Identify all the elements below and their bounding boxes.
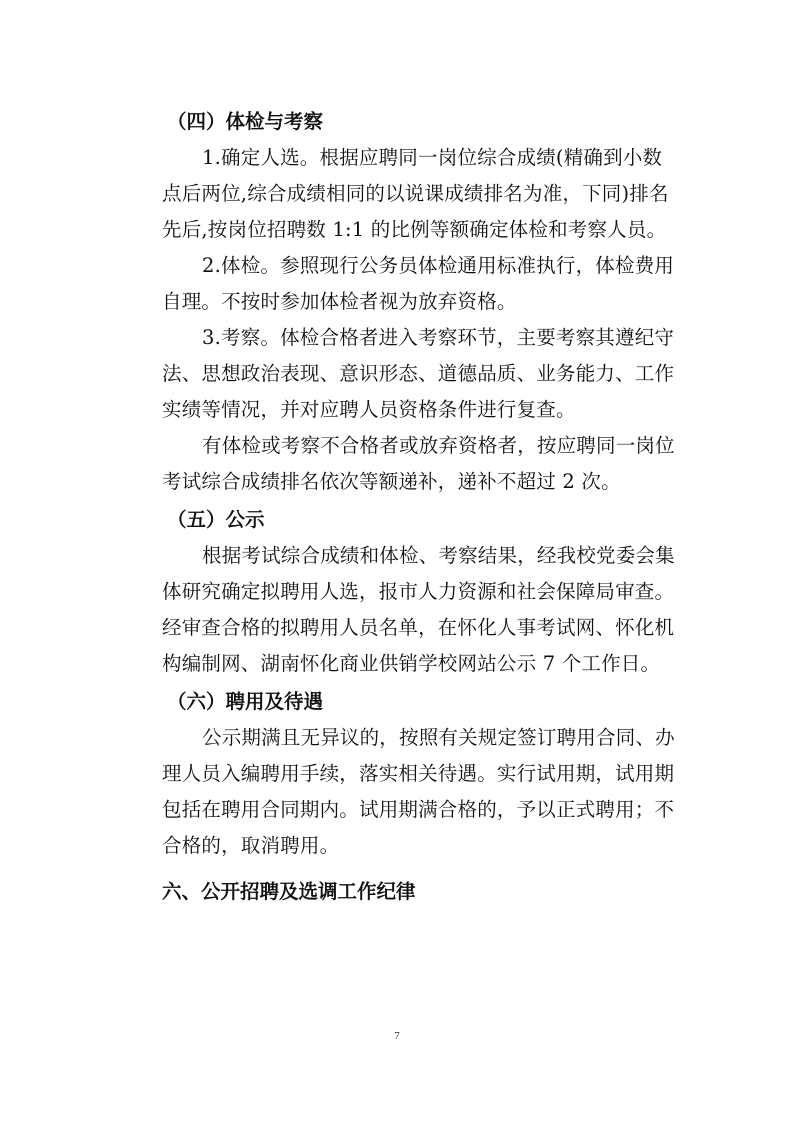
- text-line: 点后两位,综合成绩相同的以说课成绩排名为准，下同)排名: [162, 182, 669, 205]
- text-line: 理人员入编聘用手续，落实相关待遇。实行试用期，试用期: [162, 762, 675, 785]
- text-line: 2.体检。参照现行公务员体检通用标准执行，体检费用: [202, 254, 675, 277]
- text-line: 包括在聘用合同期内。试用期满合格的，予以正式聘用；不: [162, 798, 675, 821]
- text-line: 实绩等情况，并对应聘人员资格条件进行复查。: [162, 398, 576, 421]
- text-line: 法、思想政治表现、意识形态、道德品质、业务能力、工作: [162, 362, 675, 385]
- text-line: 公示期满且无异议的，按照有关规定签订聘用合同、办: [202, 726, 675, 749]
- text-line: 构编制网、湖南怀化商业供销学校网站公示 7 个工作日。: [162, 652, 661, 675]
- section-heading-employment: （六）聘用及待遇: [167, 690, 324, 713]
- chapter-heading-discipline: 六、公开招聘及选调工作纪律: [162, 880, 416, 903]
- paragraph-inspection: [122, 320, 674, 428]
- paragraph-employment: [122, 720, 674, 864]
- text-line: 1.确定人选。根据应聘同一岗位综合成绩(精确到小数: [202, 146, 663, 169]
- text-line: 有体检或考察不合格者或放弃资格者，按应聘同一岗位: [202, 434, 675, 457]
- text-line: 先后,按岗位招聘数 1:1 的比例等额确定体检和考察人员。: [162, 218, 667, 241]
- section-heading-publicity: （五）公示: [167, 508, 265, 531]
- text-line: 经审查合格的拟聘用人员名单，在怀化人事考试网、怀化机: [162, 616, 675, 639]
- text-line: 自理。不按时参加体检者视为放弃资格。: [162, 290, 517, 313]
- text-line: 合格的，取消聘用。: [162, 834, 340, 857]
- paragraph-publicity: [122, 538, 674, 682]
- text-line: 根据考试综合成绩和体检、考察结果，经我校党委会集: [202, 544, 675, 567]
- page-number: 7: [394, 1030, 400, 1042]
- page-content: [122, 104, 674, 910]
- paragraph-select-candidates: [122, 140, 674, 248]
- section-heading-physical-exam: （四）体检与考察: [167, 110, 324, 133]
- paragraph-substitution: [122, 428, 674, 500]
- text-line: 体研究确定拟聘用人选，报市人力资源和社会保障局审查。: [162, 580, 675, 603]
- text-line: 考试综合成绩排名依次等额递补，递补不超过 2 次。: [162, 470, 621, 493]
- text-line: 3.考察。体检合格者进入考察环节，主要考察其遵纪守: [202, 326, 675, 349]
- paragraph-physical-exam: [122, 248, 674, 320]
